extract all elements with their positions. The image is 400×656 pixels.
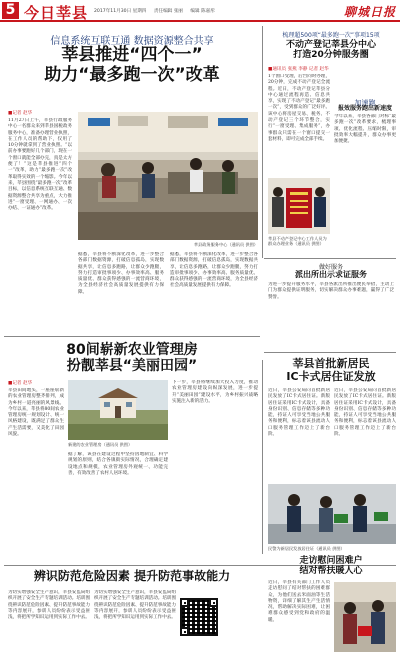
second-headline-line2: 扮靓莘县“美丽田园” xyxy=(66,358,198,375)
column-divider xyxy=(262,26,263,258)
second-byline: ■记者 赵华 xyxy=(8,381,33,386)
section-divider xyxy=(264,258,396,259)
second-body-col2: 据了解，该县在建设过程中坚持因地制宜、科学规划的原则，结合各镇街实际情况，合理确定建设地点和规模，农业管理房外观统一、功能完善，有效改善了农村人居环境。 xyxy=(68,452,168,476)
banner-handover-photo xyxy=(268,178,330,234)
second-headline xyxy=(4,342,260,374)
section-divider xyxy=(264,352,396,353)
second-headline-line1: 80间崭新农业管理房 xyxy=(66,342,198,358)
masthead-logo: 聊城日报 xyxy=(343,5,396,19)
visit-needy-family-photo xyxy=(334,582,396,652)
right-lower-headline xyxy=(266,358,396,383)
issue-date: 2017年11月30日 星期四 xyxy=(94,9,147,14)
page-number: 5 xyxy=(2,2,19,19)
mid-right-kicker: 做好服务 xyxy=(318,264,343,271)
bottom-right-headline xyxy=(266,556,396,577)
qr-corner xyxy=(180,627,189,636)
service-hall-photo xyxy=(78,112,258,240)
right-top-sub-kicker: 加速跑 xyxy=(354,99,376,107)
right-top-headline-line2: 打造20分钟服务圈 xyxy=(293,50,369,61)
right-lower-body: 近日，莘县公安局向首批新居民发放了IC卡式居住证。新版居住证采用IC卡式设计，具备身份识别、信息存储等多种功能，持证人可享受当地公共服务和便利，标志着该县流动人口服务管理工作迈上了新台阶。 xyxy=(268,388,330,438)
right-top-byline: ■通讯员 张燕 李静 记者 赵华 xyxy=(268,67,329,72)
header-meta xyxy=(94,8,221,14)
lead-body-col1: 11月27日上午，莘县行政服务中心一名群众来到莘县国税政务服务中心，准备办理营业执照，在工作人员的帮助下，仅用了10分钟就拿到了营业执照。“以前办事要跑好几个部门，现在一个窗口就能全部办完，真是太方便了！”这是莘县推进“四个一”改革，助力“最多跑一次”改革取得实效的一个缩影。今年以来，莘县围绕“最多跑一次”改革目标，以信息系统互联互通、数据资源整合共享为重点，大力推进“一窗受理、一网通办、一次办结、一证通办”改革。 xyxy=(8,118,72,212)
lead-body-col3: 据悉，莘县将不断深化改革，进一步整合各部门数据资源，打破信息孤岛，实现数据共享，让信息多跑路，让群众少跑腿，努力打造审批事项少、办事效率高、服务质量优、群众获得感强的一流营商环境，为全县经济社会高质量发展提供有力保障。 xyxy=(170,252,258,289)
lead-headline-line1: 莘县推进“四个一” xyxy=(61,45,203,65)
bottom-right-headline-line2: 结对帮扶暖人心 xyxy=(299,566,363,577)
qr-corner xyxy=(180,598,189,607)
farmhouse-photo xyxy=(68,380,168,440)
right-top-headline-line1: 不动产登记莘县分中心 xyxy=(285,40,376,50)
right-lower-headline-line1: 莘县首批新居民 xyxy=(292,357,370,370)
banner-photo-caption: 莘县不动产登记中心工作人员为群众办理业务（通讯员 供图） xyxy=(268,236,327,247)
bottom-right-body: 近日，莘县有关部门工作人员走访慰问了结对帮扶的困难群众，为他们送去米面油等生活物资，详细了解其生产生活情况，帮助解决实际困难，让困难群众感受到党和政府的温暖。 xyxy=(268,580,330,623)
police-issue-card-photo xyxy=(268,484,396,544)
column-divider xyxy=(262,360,263,554)
bottom-left-body-col1: 为切实增强安全生产意识，莘县安监局组织开展了安全生产专题培训活动。培训围绕辨识防范危险因素、提升防范事故能力等内容展开，参训人员纷纷表示受益匪浅，将把所学知识运用到实际工作中去。 xyxy=(8,590,90,621)
lead-photo-caption: 莘县政务服务中心（通讯员 供图） xyxy=(193,242,258,247)
lead-body-col2: 据悉，莘县将不断深化改革，进一步整合各部门数据资源，打破信息孤岛，实现数据共享，让信息多跑路，让群众少跑腿，努力打造审批事项少、办事效率高、服务质量优、群众获得感强的一流营商环境，为全县经济社会高质量发展提供有力保障。 xyxy=(78,252,164,295)
right-lower-headline-line2: IC卡式居住证发放 xyxy=(286,369,376,383)
bottom-left-headline: 辨识防范危险因素 提升防范事故能力 xyxy=(33,569,231,583)
qr-code xyxy=(180,598,218,636)
lead-headline-line2: 助力“最多跑一次”改革 xyxy=(44,64,220,85)
farm-management-house-photo xyxy=(68,380,168,440)
mid-right-headline: 派出所出示求证服务 xyxy=(295,270,367,279)
bottom-left-body-col2: 为切实增强安全生产意识，莘县安监局组织开展了安全生产专题培训活动。培训围绕辨识防范危险因素、提升防范事故能力等内容展开，参训人员纷纷表示受益匪浅，将把所学知识运用到实际工作中去。 xyxy=(94,590,176,621)
second-body-col3: 下一步，莘县将继续加大投入力度，推动农业管理房建设向纵深发展，进一步提升“美丽田园”建设水平，为乡村振兴战略实施注入新的活力。 xyxy=(172,380,258,404)
right-top-body: 1个窗口受理，后台同时办理，20分钟，完成不动产登记全流程。近日，不动产登记莘县分中心通过流程再造、信息共享，实现了不动产登记“最多跑一次”，受到群众的广泛好评。该中心将房屋交易、税务、不动产登记三个环节整合，实行“一窗受理、集成服务”，办事群众只需在一个窗口提交一套材料，即可完成全部手续。 xyxy=(268,74,330,142)
editor-credit: 责任编辑 张丽 xyxy=(153,9,183,14)
section-divider xyxy=(4,336,260,337)
right-top-kicker: 梳理超500项“最多跑一次”事项15项 xyxy=(282,32,380,39)
designer-credit: 编辑 陈嘉彤 xyxy=(190,9,215,14)
right-top-sub-body: 今年以来，莘县各部门对标“最多跑一次”改革要求，梳理事项、优化流程、压缩时限，审批效率大幅提升，群众办事更加便捷。 xyxy=(334,114,396,145)
visit-photo xyxy=(334,582,396,652)
farmhouse-photo-caption: 新建的农业管理房（通讯员 供图） xyxy=(68,442,133,447)
lead-kicker: 信息系统互联互通 数据资源整合共享 xyxy=(50,36,214,47)
residence-card-photo xyxy=(268,484,396,544)
lead-photo xyxy=(78,112,258,240)
bottom-right-headline-line1: 走访慰问困难户 xyxy=(299,556,363,566)
lead-headline xyxy=(4,46,260,85)
lead-byline: ■记者 赵华 xyxy=(8,111,33,116)
second-body-col1: 莘县田间地头，一座座崭新的农业管理房整齐排列，成为乡村一道亮丽的风景线。今年以来，莘县将80间农业管理房统一规划设计、统一风格建设，既满足了群众生产生活需要，又美化了田园风貌。 xyxy=(8,388,64,438)
right-top-sub-headline: 报效服务跑出新速度 xyxy=(337,105,392,112)
qr-corner xyxy=(209,598,218,607)
mid-right-body: 为进一步提升服务水平，莘县各派出所推出便民举措，主动上门为群众提供证明服务，切实解决群众办事难题，赢得了广泛赞誉。 xyxy=(268,282,394,300)
page-header xyxy=(0,0,400,22)
right-top-headline xyxy=(266,40,396,61)
section-title: 今日莘县 xyxy=(24,4,89,22)
residence-card-caption: 民警为新居民发放居住证（通讯员 供图） xyxy=(268,546,345,551)
right-lower-body-col2: 近日，莘县公安局向首批新居民发放了IC卡式居住证。新版居住证采用IC卡式设计，具备身份识别、信息存储等多种功能，持证人可享受当地公共服务和便利，标志着该县流动人口服务管理工作迈上了新台阶。 xyxy=(334,388,396,438)
banner-photo xyxy=(268,178,330,234)
